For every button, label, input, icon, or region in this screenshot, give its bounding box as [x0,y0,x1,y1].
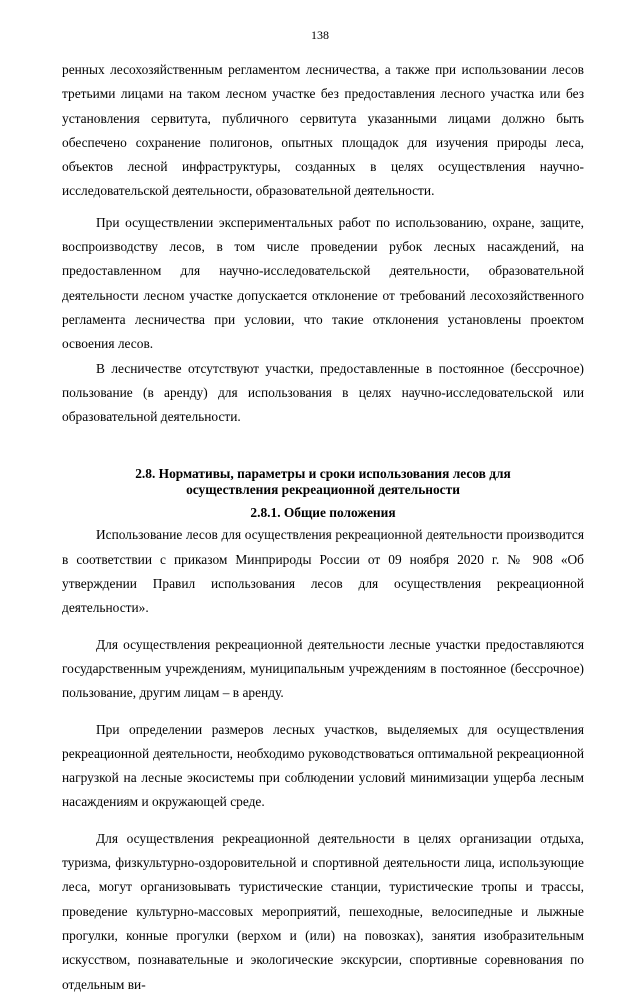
subsection-heading: 2.8.1. Общие положения [250,505,396,521]
section-heading [62,466,584,498]
section-heading-line1: 2.8. Нормативы, параметры и сроки использования лесов для [135,466,511,482]
page-number: 138 [311,28,329,42]
paragraph-plot-sizes: При определении размеров лесных участков, выделяемых для осуществления рекреационной деятельности, необходимо руководствоваться оптимальной рекреационной нагрузкой на лесные экосистемы при соблюдении условий минимизации ущерба лесным насаждениям и окружающей среде. [62,721,584,810]
paragraph-order-reference: Использование лесов для осуществления рекреационной деятельности производится в соответствии с приказом Минприроды России от 09 ноября 2020 г. № 908 «Об утверждении Правил использования лесов для осуществления рекреационной деятельности». [62,527,584,616]
paragraph-experimental-works: При осуществлении экспериментальных работ по использованию, охране, защите, воспроизводству лесов, в том числе проведении рубок лесных насаждений, на предоставленном для научно-исследовательской деятельности, образовательной деятельности лесном участке допускается отклонение от требований лесохозяйственного регламента лесничества при условии, что такие отклонения установлены проектом освоения лесов. [62,214,584,352]
paragraph-continued: ренных лесохозяйственным регламентом лесничества, а также при использовании лесов третьими лицами на таком лесном участке без предоставления лесного участка или без установления сервитута, публичного сервитута указанными лицами должно быть обеспечено сохранение полигонов, опытных площадок для изучения природы леса, объектов лесной инфраструктуры, созданных в целях осуществления научно-исследовательской деятельности, образовательной деятельности. [62,62,584,199]
section-heading-line2: осуществления рекреационной деятельности [186,482,460,498]
document-body [62,58,584,997]
paragraph-recreation-activities: Для осуществления рекреационной деятельности в целях организации отдыха, туризма, физкультурно-оздоровительной и спортивной деятельности лица, использующие леса, могут организовывать туристические станции, туристические тропы и трассы, проведение культурно-массовых мероприятий, пешеходные, велосипедные и лыжные прогулки, конные прогулки (верхом и (или) на повозках), занятия изобразительным искусством, познавательные и экологические экскурсии, спортивные соревнования по отдельным ви- [62,830,584,992]
paragraph-provision: Для осуществления рекреационной деятельности лесные участки предоставляются государственным учреждениям, муниципальным учреждениям в постоянное (бессрочное) пользование, другим лицам – в аренду. [62,636,584,701]
paragraph-no-plots: В лесничестве отсутствуют участки, предоставленные в постоянное (бессрочное) пользование (в аренду) для использования в целях научно-исследовательской или образовательной деятельности. [62,360,584,425]
